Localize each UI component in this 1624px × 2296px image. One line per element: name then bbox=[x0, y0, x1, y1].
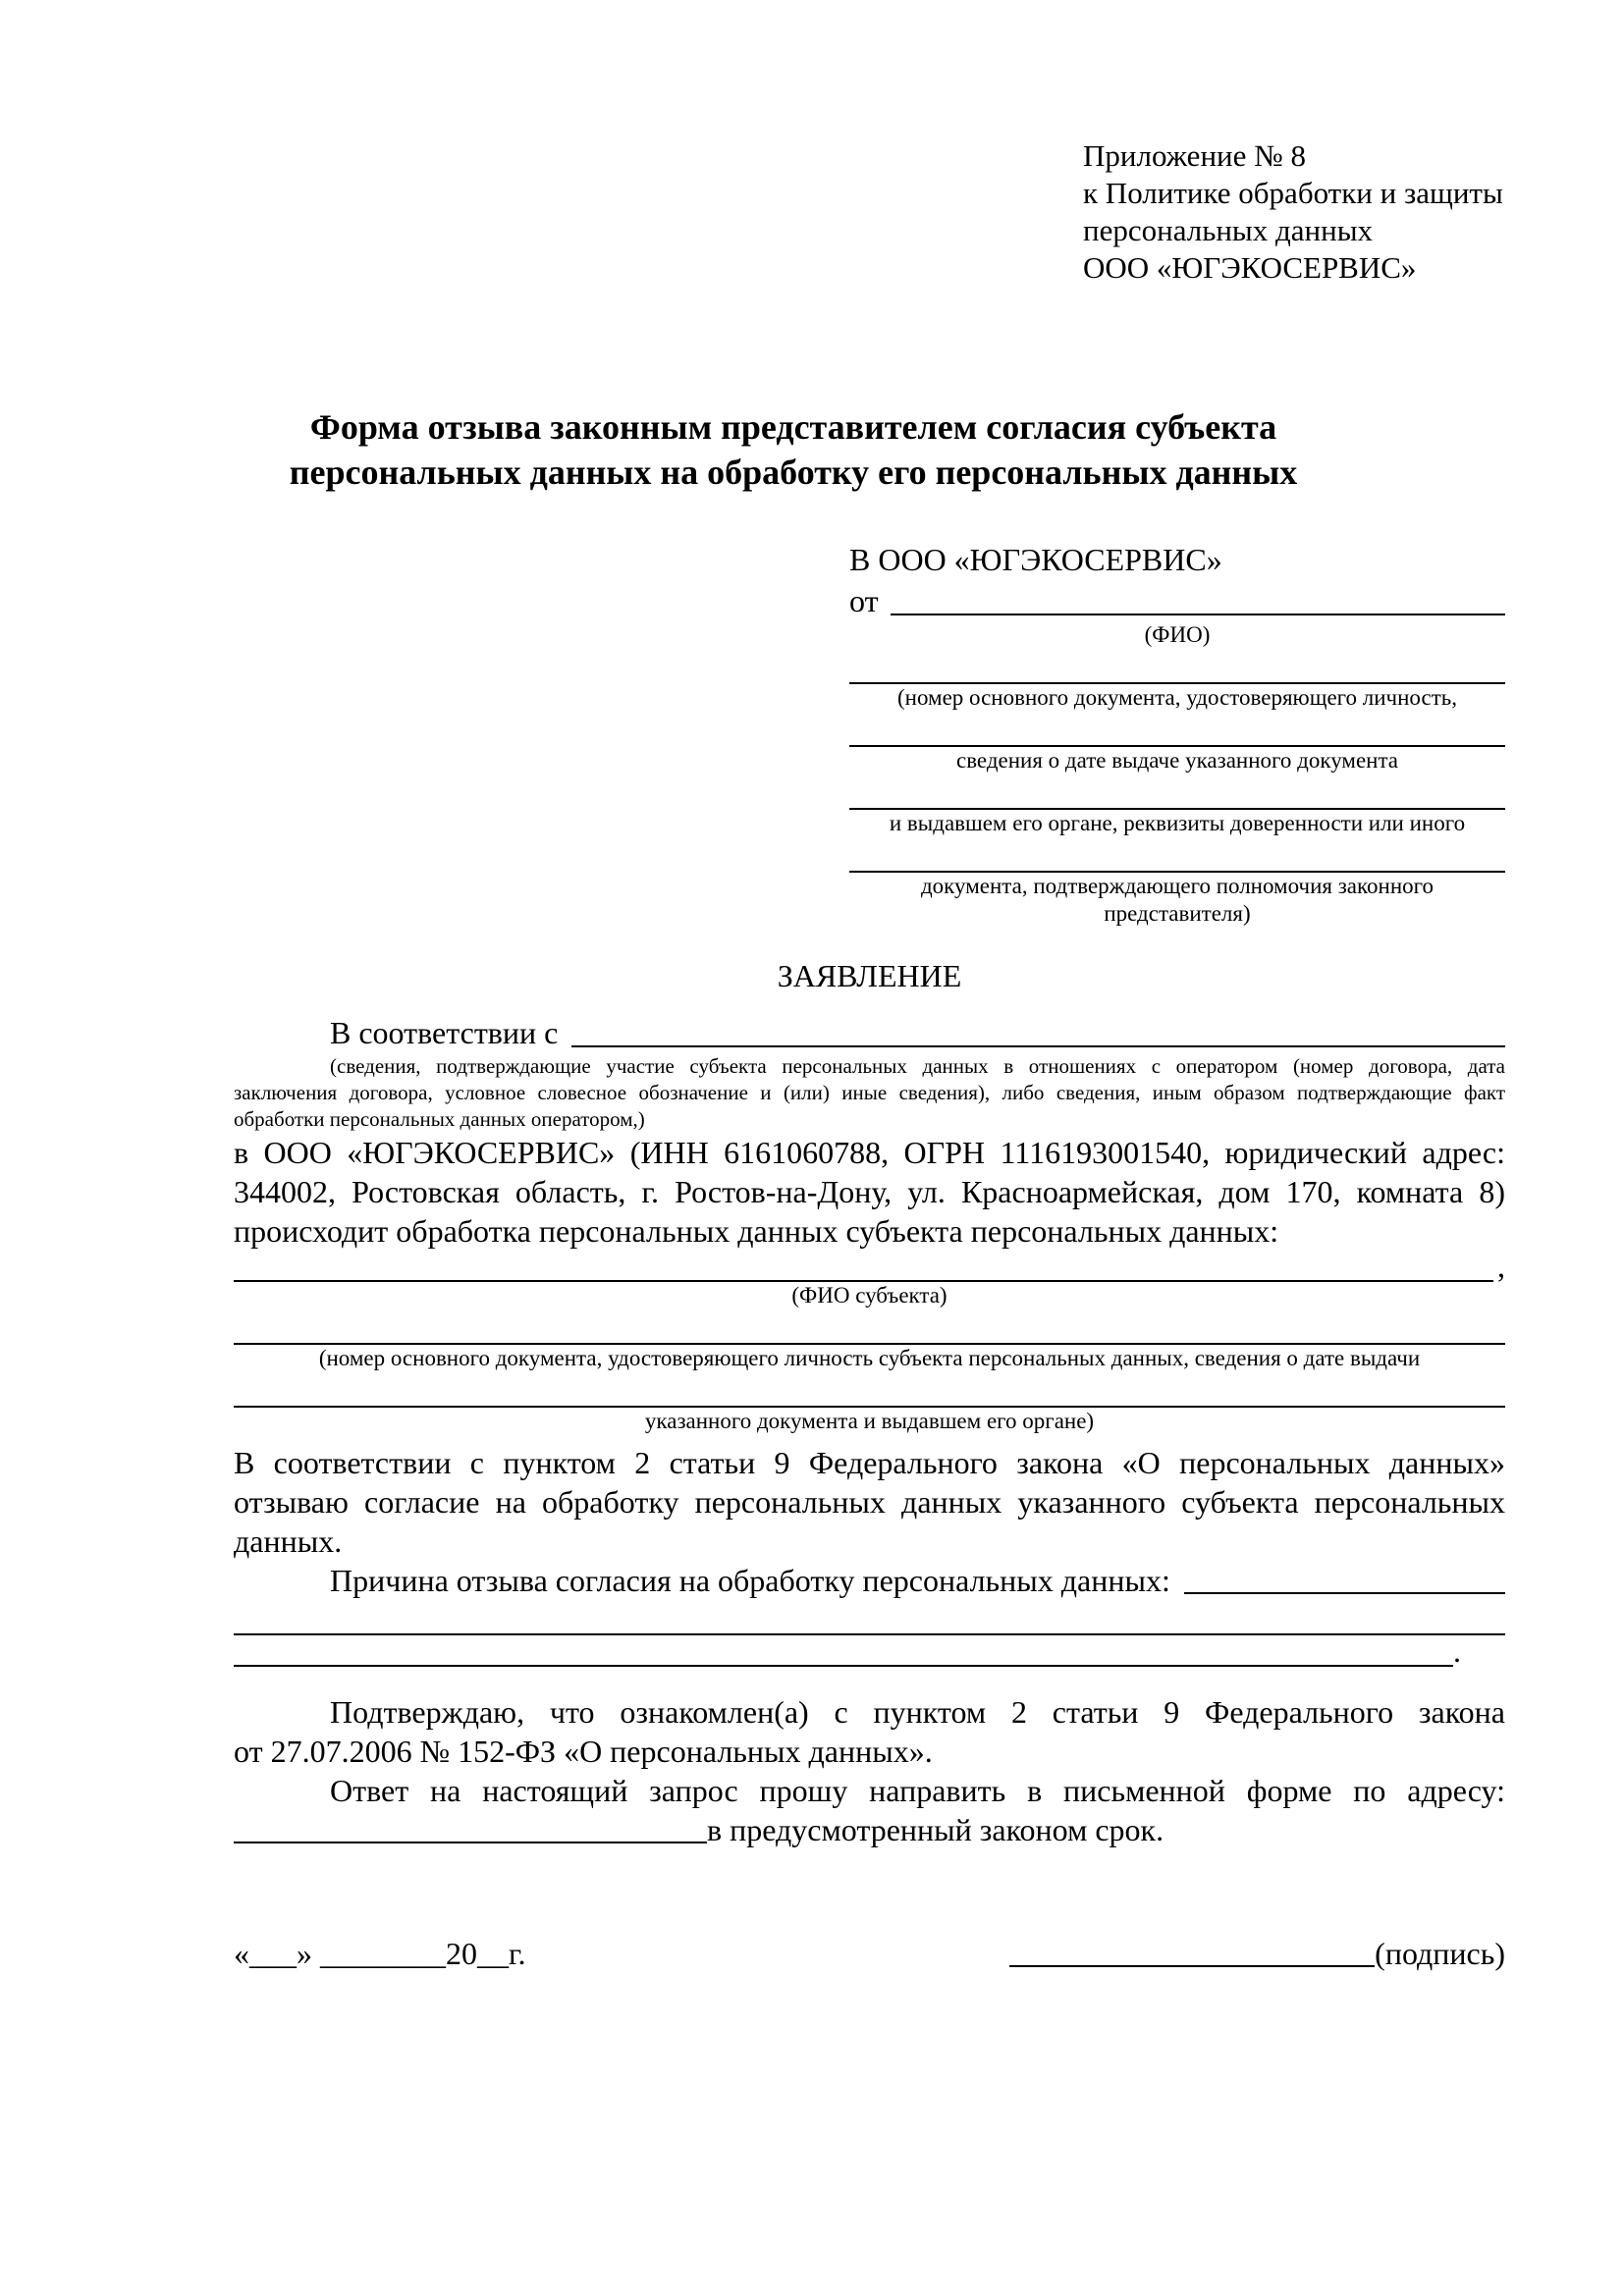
fine-print-note bbox=[234, 1053, 1505, 1133]
reply-line: Ответ на настоящий запрос прошу направить в письменной форме по адресу: bbox=[330, 1773, 1505, 1808]
signature-blank-line[interactable] bbox=[1009, 1965, 1375, 1967]
operator-line2: 344002, Ростовская область, г. Ростов-на-Дону, ул. Красноармейская, дом 170, комната 8) bbox=[234, 1174, 1505, 1209]
reason-label: Причина отзыва согласия на обработку персональных данных: bbox=[330, 1563, 1170, 1598]
doc-issue-date-blank-line[interactable] bbox=[849, 712, 1505, 747]
reply-address-blank-line[interactable] bbox=[234, 1810, 707, 1843]
fine-print-line3: обработки персональных данных оператором,) bbox=[234, 1107, 645, 1131]
operator-line3: происходит обработка персональных данных субъекта персональных данных: bbox=[234, 1213, 1279, 1249]
reason-blank-line2[interactable] bbox=[234, 1600, 1505, 1635]
subject-doc-caption2: указанного документа и выдавшем его органе) bbox=[644, 1409, 1095, 1433]
intro-row bbox=[234, 1012, 1505, 1053]
appendix-number: Приложение № 8 bbox=[1083, 138, 1306, 173]
date-line[interactable]: «___» ________20__г. bbox=[234, 1936, 526, 1971]
operator-paragraph bbox=[234, 1133, 1505, 1251]
document-title-line1: Форма отзыва законным представителем согласия субъекта bbox=[309, 407, 1277, 447]
withdraw-line1: В соответствии с пунктом 2 статьи 9 Федерального закона «О персональных данных» bbox=[234, 1445, 1505, 1480]
comma-mark: , bbox=[1497, 1249, 1505, 1284]
reason-row bbox=[234, 1561, 1505, 1600]
withdraw-paragraph bbox=[234, 1443, 1505, 1561]
appendix-header bbox=[1083, 137, 1505, 287]
doc-number-blank-line[interactable] bbox=[849, 649, 1505, 684]
fio-caption: (ФИО) bbox=[1144, 622, 1211, 647]
operator-line1: в ООО «ЮГЭКОСЕРВИС» (ИНН 6161060788, ОГРН 1116193001540, юридический адрес: bbox=[234, 1135, 1505, 1170]
confirm-paragraph bbox=[234, 1692, 1505, 1771]
confirm-line2: от 27.07.2006 № 152-ФЗ «О персональных данных». bbox=[234, 1734, 933, 1769]
appendix-policy-line2: персональных данных bbox=[1083, 213, 1374, 247]
reply-address-row bbox=[234, 1810, 1505, 1849]
doc-authority-blank-line[interactable] bbox=[849, 774, 1505, 810]
doc-powers-caption: документа, подтверждающего полномочия законного представителя) bbox=[920, 874, 1434, 926]
subject-doc-blank-line2[interactable] bbox=[234, 1372, 1505, 1408]
statement-heading: ЗАЯВЛЕНИЕ bbox=[777, 958, 962, 993]
intro-blank-line[interactable] bbox=[571, 1012, 1505, 1047]
reason-blank-row3 bbox=[234, 1635, 1505, 1667]
confirm-line1: Подтверждаю, что ознакомлен(а) с пунктом 2 статьи 9 Федерального закона bbox=[330, 1694, 1505, 1730]
subject-doc-caption1: (номер основного документа, удостоверяющего личность субъекта персональных данных, сведения о дате выдачи bbox=[318, 1346, 1421, 1370]
footer-row bbox=[234, 1933, 1505, 1974]
reason-blank-line3[interactable] bbox=[234, 1650, 1453, 1667]
fine-print-line1: (сведения, подтверждающие участие субъекта персональных данных в отношениях с оператором (номер договора, дата bbox=[330, 1054, 1505, 1078]
withdraw-line3: данных. bbox=[234, 1523, 343, 1559]
doc-number-caption: (номер основного документа, удостоверяющего личность, bbox=[896, 685, 1457, 710]
document-title bbox=[234, 404, 1353, 495]
doc-issue-date-caption: сведения о дате выдаче указанного документа bbox=[955, 748, 1399, 773]
reply-tail: в предусмотренный законом срок. bbox=[707, 1812, 1164, 1847]
fio-blank-line[interactable] bbox=[891, 580, 1505, 615]
appendix-company: ООО «ЮГЭКОСЕРВИС» bbox=[1083, 250, 1417, 285]
document-title-line2: персональных данных на обработку его персональных данных bbox=[289, 453, 1298, 492]
period-mark: . bbox=[1453, 1633, 1461, 1669]
signature-block bbox=[1009, 1933, 1505, 1974]
from-row bbox=[849, 580, 1505, 621]
from-label: от bbox=[849, 583, 879, 618]
subject-doc-blank-line[interactable] bbox=[234, 1309, 1505, 1345]
doc-powers-blank-line[interactable] bbox=[849, 837, 1505, 873]
intro-label: В соответствии с bbox=[330, 1015, 559, 1050]
subject-fio-caption: (ФИО субъекта) bbox=[791, 1283, 947, 1308]
addressee-block bbox=[849, 539, 1505, 928]
doc-authority-caption: и выдавшем его органе, реквизиты доверенности или иного bbox=[889, 811, 1466, 835]
subject-fio-blank-line[interactable] bbox=[234, 1265, 1493, 1282]
reason-blank-line[interactable] bbox=[1184, 1561, 1505, 1594]
appendix-policy-line: к Политике обработки и защиты bbox=[1083, 176, 1503, 210]
subject-fio-row bbox=[234, 1251, 1505, 1282]
withdraw-line2: отзываю согласие на обработку персональных данных указанного субъекта персональных bbox=[234, 1484, 1505, 1520]
fine-print-line2: заключения договора, условное словесное обозначение и (или) иные сведения), либо сведения, иным образом подтверждающие факт bbox=[234, 1081, 1505, 1104]
addressee-company: В ООО «ЮГЭКОСЕРВИС» bbox=[849, 542, 1222, 577]
signature-caption: (подпись) bbox=[1375, 1936, 1505, 1971]
